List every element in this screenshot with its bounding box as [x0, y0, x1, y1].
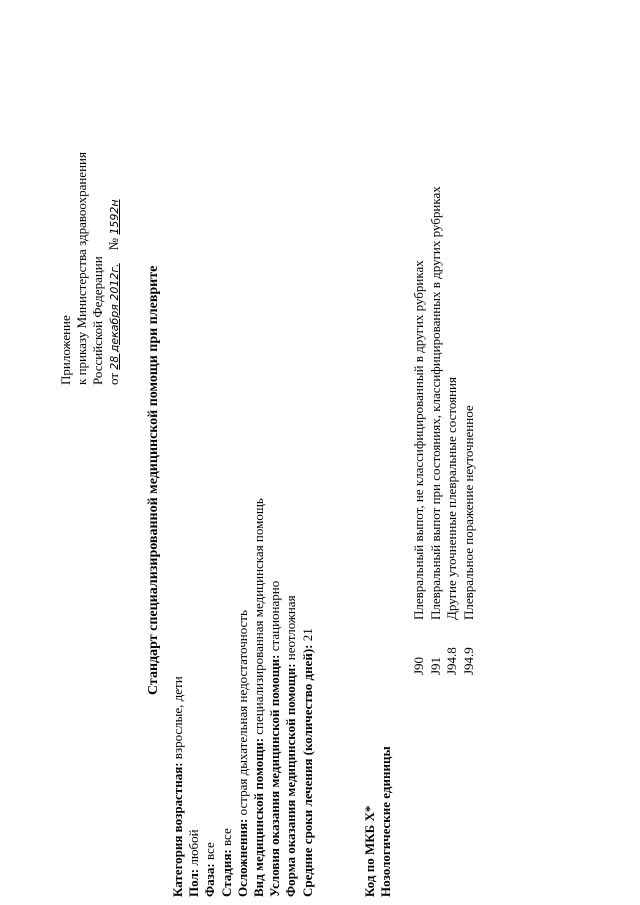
- meta-value: неотложная: [283, 595, 299, 664]
- icd-heading: Код по МКБ X*: [362, 805, 377, 897]
- meta-line: [202, 842, 218, 897]
- appendix-line-3: Российской Федерации: [90, 256, 105, 385]
- meta-value: стационарно: [267, 580, 283, 655]
- icd-code: J91: [427, 656, 443, 675]
- meta-line: [267, 581, 283, 897]
- icd-description: Другие уточненные плевральные состояния: [444, 377, 459, 620]
- icd-code: J90: [411, 656, 426, 675]
- icd-code: J94.9: [460, 647, 476, 675]
- meta-value: взрослые, дети: [170, 676, 185, 763]
- icd-description: Плевральный выпот, не классифицированный в других рубриках: [411, 260, 426, 620]
- appendix-line-2: к приказу Министерства здравоохранения: [74, 152, 89, 385]
- handwritten-date: 28 декабря 2012г.: [108, 263, 121, 370]
- date-prefix: от: [106, 372, 121, 385]
- meta-value: любой: [186, 829, 202, 869]
- meta-line: [219, 828, 235, 897]
- meta-line: [300, 628, 316, 897]
- appendix-line-1: Приложение: [58, 315, 73, 385]
- icd-description: Плевральное поражение неуточненное: [460, 405, 476, 620]
- document-title: Стандарт специализированной медицинской помощи при плеврите: [146, 265, 161, 695]
- meta-value: специализированная медицинская помощь: [251, 498, 266, 738]
- meta-line: [251, 498, 267, 897]
- number-prefix: №: [106, 237, 121, 251]
- meta-value: острая дыхательная недостаточность: [234, 610, 250, 819]
- meta-line: [283, 595, 299, 897]
- meta-line: [235, 610, 251, 897]
- icd-code: J94.8: [444, 647, 459, 675]
- meta-value: 21: [299, 628, 315, 645]
- meta-value: все: [218, 828, 234, 850]
- meta-label: Категория возрастная:: [170, 762, 185, 897]
- icd-subheading: Нозологические единицы: [378, 746, 393, 897]
- meta-label: Фаза:: [202, 863, 218, 897]
- icd-description: Плевральный выпот при состояниях, классифицированных в других рубриках: [427, 186, 443, 620]
- handwritten-number: 1592н: [108, 199, 121, 235]
- appendix-line-4: [106, 199, 123, 385]
- meta-line: [186, 829, 202, 897]
- meta-label: Форма оказания медицинской помощи:: [283, 663, 299, 897]
- meta-label: Условия оказания медицинской помощи:: [267, 654, 283, 897]
- meta-label: Пол:: [186, 868, 202, 897]
- meta-line: [170, 676, 186, 897]
- meta-label: Средние сроки лечения (количество дней):: [299, 644, 315, 897]
- meta-label: Осложнения:: [234, 818, 250, 897]
- meta-value: все: [202, 842, 218, 864]
- meta-label: Стадия:: [218, 849, 234, 897]
- meta-label: Вид медицинской помощи:: [251, 737, 266, 897]
